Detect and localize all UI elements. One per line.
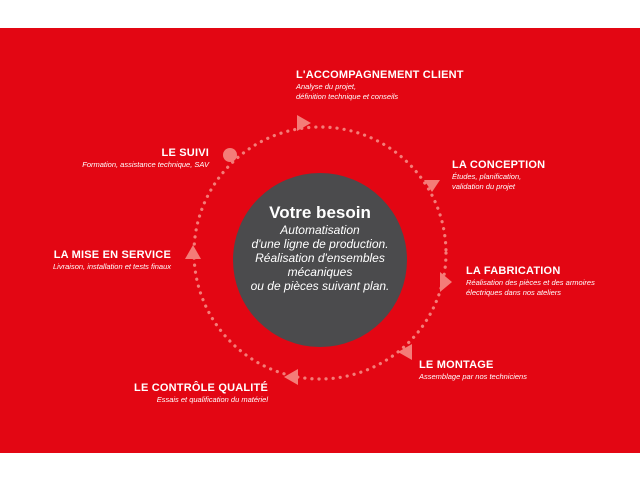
step-description: validation du projet	[452, 181, 515, 191]
center-title: Votre besoin	[269, 203, 371, 222]
step-title: LE SUIVI	[161, 147, 209, 159]
arrow-fabrication-icon	[440, 272, 452, 292]
center-line: Automatisation	[280, 223, 360, 237]
arrow-mise-en-service-icon	[185, 245, 201, 259]
cycle-start-dot	[223, 148, 237, 162]
step-controle-qualite	[134, 382, 268, 405]
step-montage	[419, 359, 527, 382]
center-line: ou de pièces suivant plan.	[250, 279, 390, 293]
step-description: définition technique et conseils	[296, 91, 399, 101]
center-line: Réalisation d'ensembles	[255, 251, 385, 265]
step-suivi	[82, 147, 209, 170]
step-title: LA MISE EN SERVICE	[53, 249, 171, 261]
step-conception	[452, 159, 545, 191]
step-description: Essais et qualification du matériel	[156, 395, 268, 404]
step-fabrication	[466, 265, 595, 297]
step-title: L'ACCOMPAGNEMENT CLIENT	[296, 69, 464, 81]
center-need-circle	[233, 173, 407, 347]
arrow-controle-icon	[284, 369, 298, 385]
step-description: Réalisation des pièces et des armoires	[466, 278, 595, 287]
step-description: électriques dans nos ateliers	[466, 287, 562, 297]
diagram-canvas	[0, 28, 640, 453]
step-description: Livraison, installation et tests finaux	[53, 262, 171, 271]
step-title: LA CONCEPTION	[452, 159, 546, 171]
step-mise-en-service	[53, 249, 171, 272]
step-description: Formation, assistance technique, SAV	[82, 160, 209, 169]
step-accompagnement-client	[296, 69, 464, 101]
step-description: Analyse du projet,	[296, 82, 357, 91]
step-description: Études, planification,	[452, 172, 522, 181]
arrow-conception-icon	[424, 180, 440, 192]
center-line: d'une ligne de production.	[251, 237, 389, 251]
step-title: LE MONTAGE	[419, 359, 494, 371]
step-title: LA FABRICATION	[466, 265, 561, 277]
arrow-montage-icon	[398, 344, 412, 360]
step-description: Assemblage par nos techniciens	[419, 372, 527, 381]
center-line: mécaniques	[287, 265, 353, 279]
step-title: LE CONTRÔLE QUALITÉ	[134, 382, 268, 394]
